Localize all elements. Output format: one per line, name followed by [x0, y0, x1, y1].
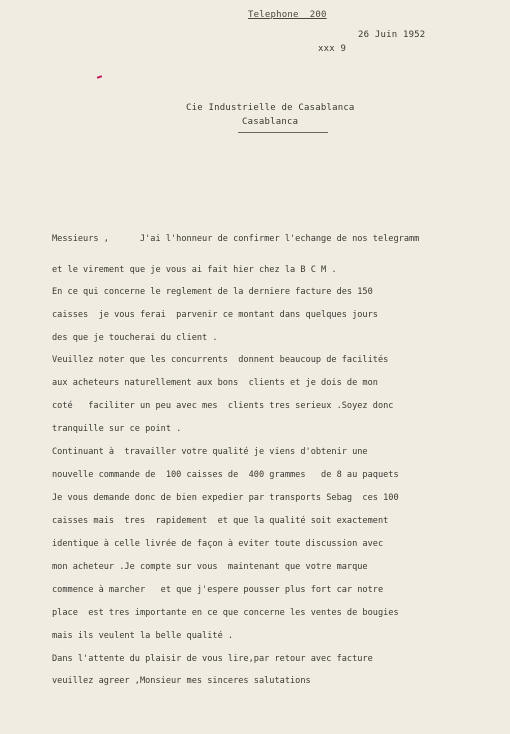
body-line: caisses mais tres rapidement et que la qualité soit exactement [52, 516, 389, 526]
recipient-underline [238, 132, 328, 133]
body-line: identique à celle livrée de façon à eviter toute discussion avec [52, 539, 384, 549]
closing-line: veuillez agreer ,Monsieur mes sinceres salutations [52, 676, 311, 686]
body-line: Dans l'attente du plaisir de vous lire,par retour avec facture [52, 654, 373, 664]
body-line: Je vous demande donc de bien expedier par transports Sebag ces 100 [52, 493, 399, 503]
body-line: place est tres importante en ce que concerne les ventes de bougies [52, 608, 399, 618]
recipient-city: Casablanca [242, 117, 299, 127]
salutation-line: Messieurs , J'ai l'honneur de confirmer l'echange de nos telegramm [52, 234, 420, 244]
body-line: coté faciliter un peu avec mes clients tres serieux .Soyez donc [52, 401, 394, 411]
body-line: et le virement que je vous ai fait hier chez la B C M . [52, 265, 337, 275]
body-line: commence à marcher et que j'espere pousser plus fort car notre [52, 585, 384, 595]
telephone-header: Telephone 200 [248, 10, 327, 20]
body-line: nouvelle commande de 100 caisses de 400 grammes de 8 au paquets [52, 470, 399, 480]
body-line: tranquille sur ce point . [52, 424, 182, 434]
body-line: aux acheteurs naturellement aux bons clients et je dois de mon [52, 378, 378, 388]
body-line: Veuillez noter que les concurrents donnent beaucoup de facilités [52, 355, 389, 365]
body-line: En ce qui concerne le reglement de la derniere facture des 150 [52, 287, 373, 297]
reference-code: xxx 9 [318, 44, 347, 54]
recipient-name: Cie Industrielle de Casablanca [186, 103, 355, 113]
ink-mark [97, 75, 102, 79]
body-line: Continuant à travailler votre qualité je viens d'obtenir une [52, 447, 368, 457]
letter-date: 26 Juin 1952 [358, 30, 426, 40]
body-line: des que je toucherai du client . [52, 333, 218, 343]
body-line: mais ils veulent la belle qualité . [52, 631, 234, 641]
body-line: caisses je vous ferai parvenir ce montant dans quelques jours [52, 310, 378, 320]
body-line: mon acheteur .Je compte sur vous maintenant que votre marque [52, 562, 368, 572]
